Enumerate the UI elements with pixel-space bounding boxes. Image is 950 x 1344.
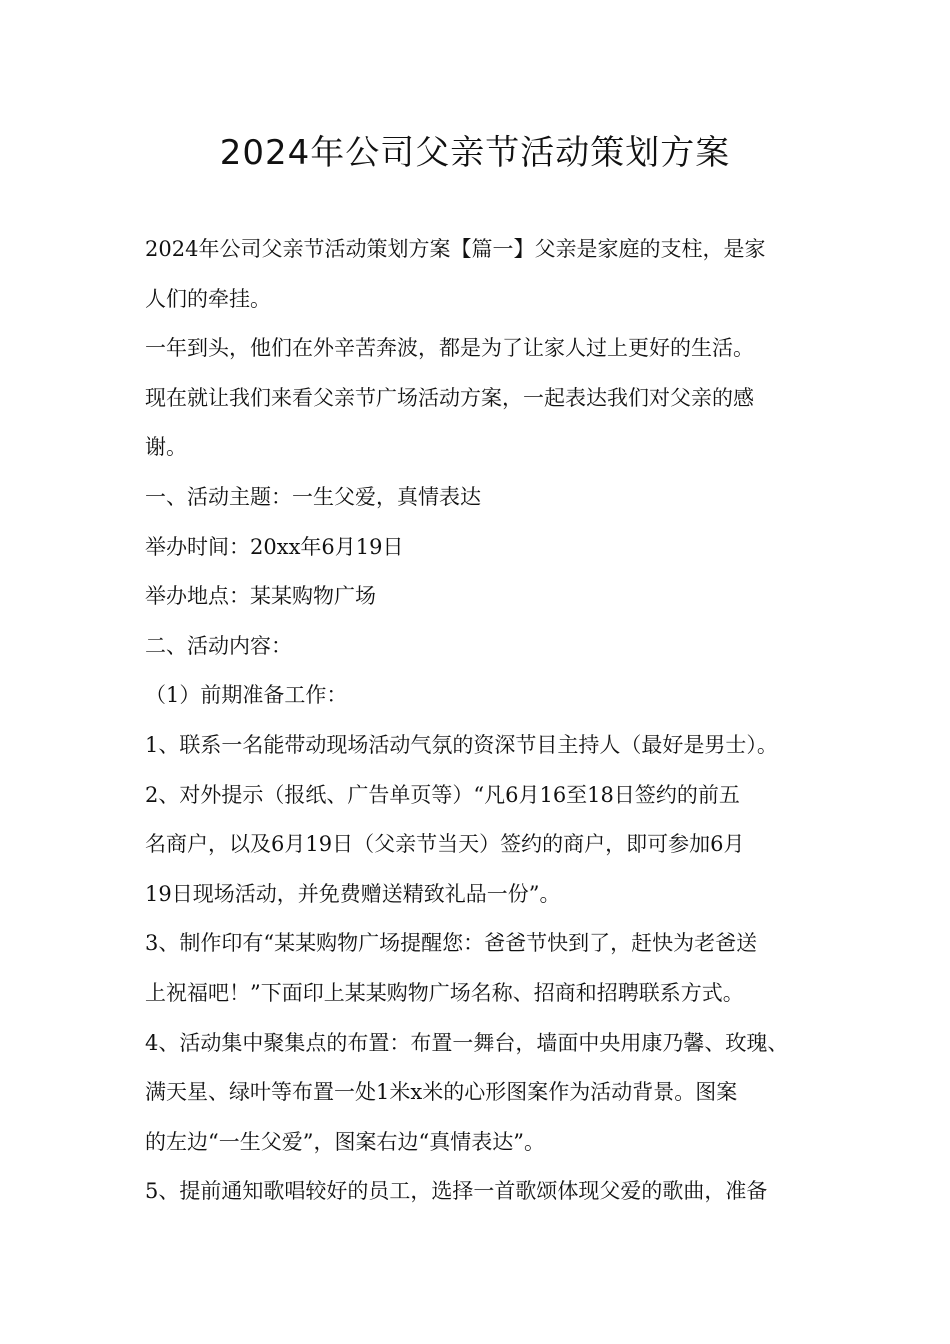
text-line: 人们的牵挂。 [145,286,271,311]
text-line: 名商户，以及6月19日（父亲节当天）签约的商户，即可参加6月 [145,832,745,857]
list-item: 1、联系一名能带动现场活动气氛的资深节目主持人（最好是男士）。 [145,732,778,757]
text-line: 19日现场活动，并免费赠送精致礼品一份”。 [145,881,561,906]
text-line: 谢。 [145,435,187,460]
text-line: 满天星、绿叶等布置一处1米x米的心形图案作为活动背景。图案 [145,1080,738,1105]
section-heading-content: 二、活动内容： [145,633,292,658]
list-item: 2、对外提示（报纸、广告单页等）“凡6月16至18日签约的前五 [145,782,740,807]
text-line: 上祝福吧！”下面印上某某购物广场名称、招商和招聘联系方式。 [145,980,744,1005]
event-location: 举办地点：某某购物广场 [145,584,376,609]
list-item: 5、提前通知歌唱较好的员工，选择一首歌颂体现父爱的歌曲，准备 [145,1179,768,1204]
text-line: 2024年公司父亲节活动策划方案【篇一】父亲是家庭的支柱，是家 [145,237,766,261]
text-line: 一年到头，他们在外辛苦奔波，都是为了让家人过上更好的生活。 [145,336,754,361]
document-body [145,225,835,1217]
subsection-heading-preparation: （1）前期准备工作： [145,683,348,708]
event-time: 举办时间：20xx年6月19日 [145,534,404,559]
text-line: 的左边“一生父爱”，图案右边“真情表达”。 [145,1129,545,1154]
section-heading-theme: 一、活动主题：一生父爱，真情表达 [145,484,481,509]
list-item: 3、制作印有“某某购物广场提醒您：爸爸节快到了，赶快为老爸送 [145,931,758,956]
document-title: 2024年公司父亲节活动策划方案 [219,133,731,173]
list-item: 4、活动集中聚集点的布置：布置一舞台，墙面中央用康乃馨、玫瑰、 [145,1030,789,1055]
text-line: 现在就让我们来看父亲节广场活动方案，一起表达我们对父亲的感 [145,385,754,410]
